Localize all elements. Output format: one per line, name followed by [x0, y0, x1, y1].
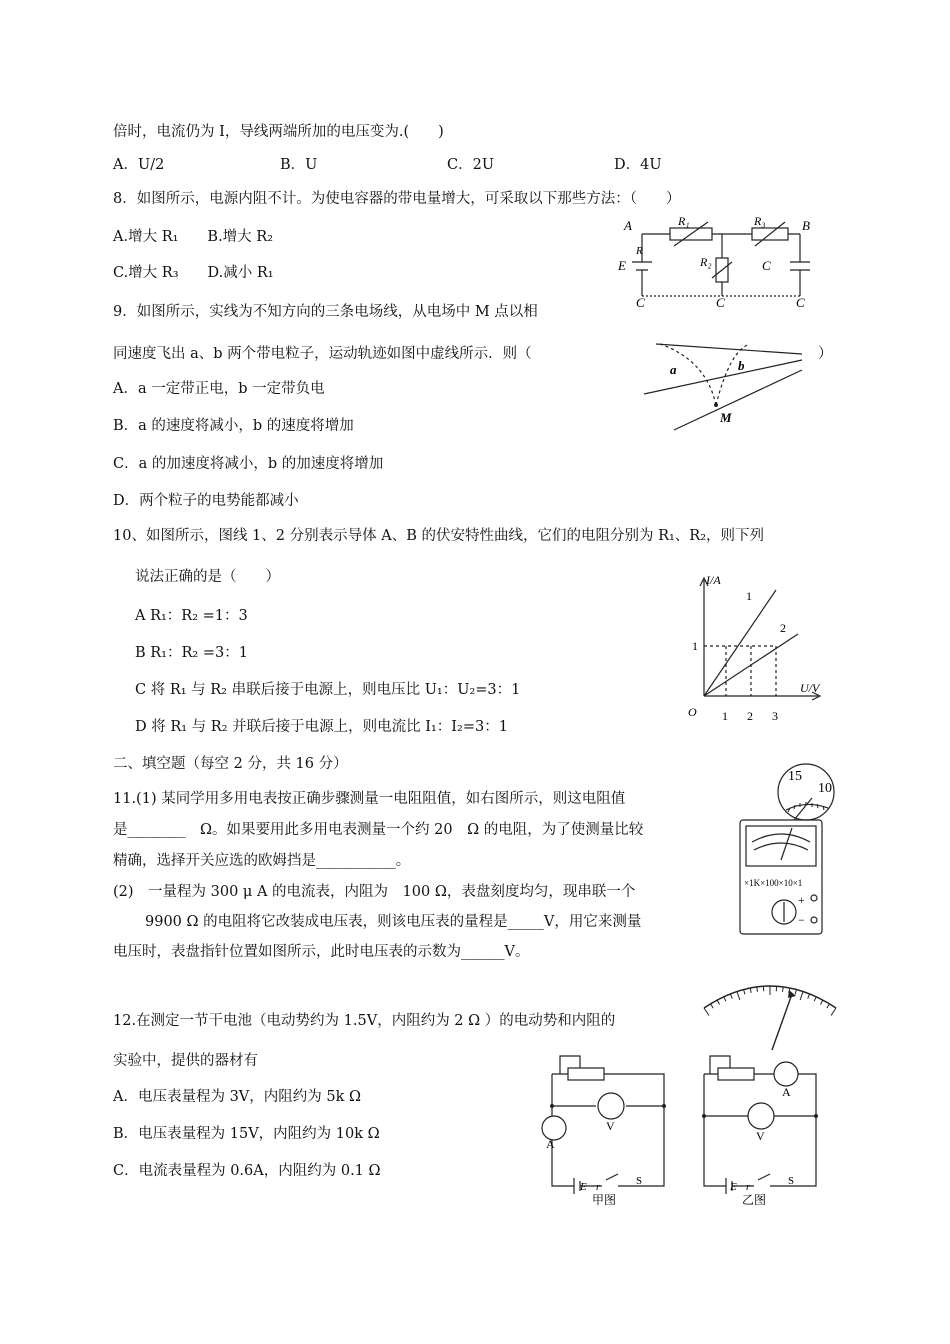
dial-tick	[831, 1008, 836, 1015]
q8-fig-label-c4: C	[796, 295, 805, 310]
q8-fig-label-c2: C	[636, 295, 645, 310]
q7-option-b: B．U	[280, 157, 318, 173]
dial-tick	[711, 1004, 714, 1008]
q8-fig-label-r: R	[636, 245, 643, 257]
q9-stem-line1: 9．如图所示，实线为不知方向的三条电场线，从电场中 M 点以相	[113, 304, 538, 320]
q7-option-a: A．U/2	[113, 157, 165, 173]
q11-meter-scale-10: 10	[818, 781, 832, 796]
q9-option-d: D．两个粒子的电势能都减小	[113, 493, 299, 509]
q12-line2: 实验中，提供的器材有	[113, 1053, 258, 1069]
q8-options-ab: A.增大 R₁ B.增大 R₂	[113, 229, 274, 245]
dial-tick	[744, 990, 745, 995]
q8-circuit-figure	[612, 210, 822, 310]
q7-line: 倍时，电流仍为 I，导线两端所加的电压变为.( )	[113, 124, 444, 140]
q10-option-a: A R₁：R₂ =1：3	[135, 608, 248, 624]
dial-tick	[795, 990, 796, 995]
q11-multimeter-figure	[736, 762, 846, 940]
q10-graph-line1-label: 1	[746, 589, 752, 603]
dial-tick	[808, 994, 810, 999]
q8-fig-label-b: B	[802, 218, 810, 233]
dial-tick	[724, 997, 726, 1002]
section2-heading: 二、填空题（每空 2 分，共 16 分）	[113, 756, 348, 772]
dial-tick	[827, 1004, 830, 1008]
dial-tick	[704, 1008, 709, 1015]
q9-option-b: B．a 的速度将减小，b 的速度将增加	[113, 418, 354, 434]
q10-option-c: C 将 R₁ 与 R₂ 串联后接于电源上，则电压比 U₁：U₂=3：1	[135, 682, 521, 698]
q12-circuit-yi	[690, 1050, 830, 1210]
q10-graph-x2: 2	[747, 709, 753, 723]
q12-jia-voltmeter-label: V	[606, 1119, 615, 1133]
q8-fig-label-r2: R₂	[700, 255, 712, 269]
q11-line1: 11.(1) 某同学用多用电表按正确步骤测量一电阻阻值，如右图所示，则这电阻值	[113, 791, 626, 807]
q11-meter-plus: +	[798, 893, 805, 907]
q12-jia-caption: 甲图	[592, 1193, 617, 1207]
q10-iv-graph	[680, 570, 830, 730]
q11-meter-range-labels: ×1K×100×10×1	[744, 878, 803, 888]
q10-graph-xlabel: U/V	[800, 681, 820, 695]
q10-graph-x3: 3	[772, 709, 778, 723]
q12-jia-switch-label: S	[636, 1175, 643, 1187]
q12-yi-ammeter-label: A	[782, 1085, 791, 1099]
q12-circuit-jia	[540, 1050, 680, 1210]
q10-graph-line2-label: 2	[780, 621, 786, 635]
q8-fig-label-r3: R₃	[754, 214, 766, 228]
dial-tick	[750, 988, 751, 993]
q9-fig-label-m: M	[720, 410, 732, 425]
q9-stem-paren: ）	[818, 346, 833, 362]
q10-option-b: B R₁：R₂ =3：1	[135, 645, 248, 661]
q11-line5: 9900 Ω 的电阻将它改装成电压表，则该电压表的量程是_____V，用它来测量	[145, 914, 642, 930]
q11-line4: (2) 一量程为 300 μ A 的电流表，内阻为 100 Ω，表盘刻度均匀，现串联一个	[113, 884, 636, 900]
q8-options-cd: C.增大 R₃ D.减小 R₁	[113, 265, 274, 281]
q9-field-figure	[640, 330, 820, 435]
q10-stem: 10、如图所示，图线 1、2 分别表示导体 A、B 的伏安特性曲线，它们的电阻分别为 R₁、R₂，则下列	[113, 528, 765, 544]
q11-line3: 精确，选择开关应选的欧姆挡是___________。	[113, 853, 411, 869]
dial-tick	[757, 987, 758, 992]
q9-option-c: C．a 的加速度将减小，b 的加速度将增加	[113, 456, 384, 472]
dial-tick	[730, 994, 732, 999]
q10-graph-ylabel: I/A	[706, 573, 721, 587]
q11-line2: 是________ Ω。如果要用此多用电表测量一个约 20 Ω 的电阻，为了使测量比较	[113, 822, 644, 838]
q11-meter-minus: −	[798, 913, 805, 927]
q11-meter-scale-15: 15	[788, 769, 802, 784]
q8-fig-label-r1: R₁	[678, 214, 690, 228]
q12-yi-switch-label: S	[788, 1175, 795, 1187]
q12-yi-caption: 乙图	[742, 1193, 767, 1207]
dial-tick	[783, 987, 784, 992]
q9-fig-label-b: b	[738, 358, 745, 373]
q8-fig-label-c1: C	[762, 258, 771, 273]
q12-jia-ammeter-label: A	[546, 1137, 555, 1151]
q12-line1: 12.在测定一节干电池（电动势约为 1.5V，内阻约为 2 Ω ）的电动势和内阻的	[113, 1013, 616, 1029]
q10-option-d: D 将 R₁ 与 R₂ 并联后接于电源上，则电流比 I₁：I₂=3：1	[135, 719, 508, 735]
q10-graph-y1: 1	[692, 639, 698, 653]
q11-voltmeter-dial-figure	[700, 966, 840, 1056]
q12-option-c: C．电流表量程为 0.6A，内阻约为 0.1 Ω	[113, 1163, 381, 1179]
q12-option-b: B．电压表量程为 15V，内阻约为 10k Ω	[113, 1126, 380, 1142]
q10-graph-origin: O	[688, 705, 697, 719]
dial-tick	[800, 992, 803, 1001]
q12-jia-e-label: E	[580, 1181, 587, 1193]
q8-fig-label-a: A	[624, 218, 632, 233]
dial-tick	[820, 1000, 822, 1004]
q11-line6: 电压时，表盘指针位置如图所示，此时电压表的示数为______V。	[113, 944, 530, 960]
q8-fig-label-c3: C	[716, 295, 725, 310]
q7-option-c: C．2U	[447, 157, 495, 173]
q12-option-a: A．电压表量程为 3V，内阻约为 5k Ω	[113, 1089, 362, 1105]
q12-yi-voltmeter-label: V	[756, 1129, 765, 1143]
dial-tick	[814, 997, 816, 1002]
q10-graph-x1: 1	[722, 709, 728, 723]
q12-yi-e-label: E	[730, 1181, 737, 1193]
q8-stem: 8．如图所示，电源内阻不计。为使电容器的带电量增大，可采取以下那些方法：（ ）	[113, 191, 681, 207]
q8-fig-label-e: E	[618, 258, 626, 273]
q9-fig-label-a: a	[670, 362, 677, 377]
q10-stem2: 说法正确的是（ ）	[135, 569, 280, 585]
q12-yi-r-label: r	[746, 1181, 751, 1193]
q9-option-a: A．a 一定带正电，b 一定带负电	[113, 381, 325, 397]
dial-tick	[717, 1000, 719, 1004]
q7-option-d: D．4U	[614, 157, 662, 173]
q12-jia-r-label: r	[596, 1181, 601, 1193]
dial-tick	[737, 992, 740, 1001]
q9-stem-line2: 同速度飞出 a、b 两个带电粒子，运动轨迹如图中虚线所示．则（	[113, 346, 532, 362]
